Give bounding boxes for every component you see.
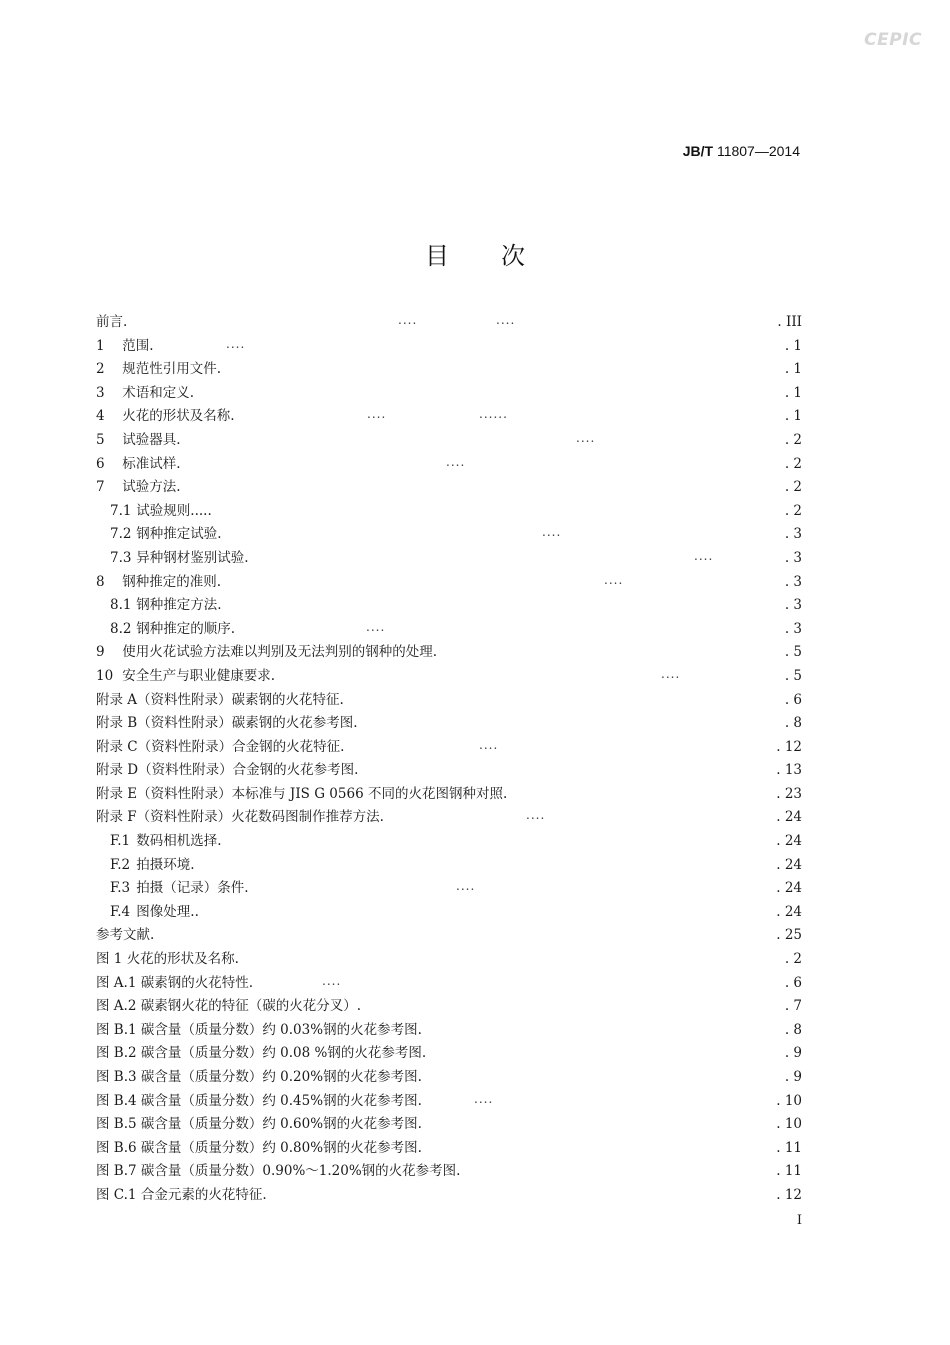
toc-entry-label: 安全生产与职业健康要求.: [122, 667, 276, 684]
toc-entry-label: 规范性引用文件.: [122, 361, 222, 378]
toc-entry-number: 7: [96, 479, 105, 496]
toc-entry-text: [96, 972, 253, 996]
toc-entry-text: [96, 689, 344, 713]
toc-entry-text: [96, 618, 235, 642]
toc-entry-page: . 1: [784, 337, 802, 354]
toc-entry-page: . 12: [776, 1186, 802, 1203]
toc-entry[interactable]: [96, 476, 802, 500]
toc-entry-label: 碳素钢的火花特性.: [140, 974, 254, 991]
toc-entry-text: [96, 1090, 422, 1114]
toc-entry-text: [96, 571, 221, 595]
toc-entry[interactable]: [96, 1066, 802, 1090]
toc-entry-text: [96, 736, 344, 760]
toc-entry[interactable]: [96, 1019, 802, 1043]
toc-entry-label: 钢种推定的准则.: [122, 573, 222, 590]
toc-entry-number: 图 A.2: [96, 998, 137, 1015]
toc-entry-number: 7.2: [110, 526, 132, 543]
toc-entry[interactable]: [96, 995, 802, 1019]
toc-entry-page: . 3: [784, 573, 802, 590]
toc-entry-number: 10: [96, 667, 114, 684]
toc-entry-label: 碳含量（质量分数）0.90%～1.20%钢的火花参考图.: [140, 1163, 461, 1180]
toc-dot-leader: ....: [694, 548, 714, 563]
toc-dot-leader: ....: [474, 1091, 494, 1106]
toc-entry[interactable]: [96, 736, 802, 760]
toc-entry-label: 火花的形状及名称.: [126, 951, 239, 968]
toc-entry-label: 附录 F（资料性附录）火花数码图制作推荐方法.: [96, 809, 384, 826]
toc-entry-page: . 8: [784, 715, 802, 732]
toc-entry-text: [96, 924, 154, 948]
toc-entry-label: 试验规则.....: [136, 502, 212, 519]
toc-entry-label: 附录 B（资料性附录）碳素钢的火花参考图.: [96, 715, 358, 732]
toc-entry-page: . 6: [784, 691, 802, 708]
toc-entry-number: F.4: [110, 903, 131, 920]
toc-entry-page: . 3: [784, 597, 802, 614]
toc-dot-leader: ....: [661, 666, 681, 681]
toc-entry-number: 7.3: [110, 549, 132, 566]
toc-entry-page: . 2: [784, 455, 802, 472]
toc-entry-page: . 24: [776, 903, 802, 920]
toc-entry-label: 标准试样.: [122, 455, 181, 472]
cepic-watermark: CEPIC: [864, 30, 922, 50]
toc-dot-leader: ....: [496, 313, 516, 327]
toc-entry[interactable]: [96, 500, 802, 524]
toc-entry[interactable]: [96, 358, 802, 382]
toc-entry-label: 合金元素的火花特征.: [140, 1186, 267, 1203]
toc-entry-page: . 1: [784, 361, 802, 378]
toc-entry[interactable]: [96, 618, 802, 642]
toc-entry[interactable]: [96, 901, 802, 925]
toc-entry[interactable]: [96, 924, 802, 948]
toc-entry[interactable]: [96, 877, 802, 901]
toc-entry-label: 试验方法.: [122, 479, 181, 496]
toc-entry-label: 碳含量（质量分数）约 0.80%钢的火花参考图.: [140, 1139, 422, 1156]
toc-entry-number: 图 1: [96, 951, 123, 968]
toc-entry-text: [96, 901, 199, 925]
toc-entry-page: . 25: [776, 927, 802, 944]
toc-dot-leader: ....: [226, 336, 246, 351]
toc-entry-label: 附录 D（资料性附录）合金钢的火花参考图.: [96, 762, 359, 779]
toc-entry-page: . 2: [784, 951, 802, 968]
toc-entry[interactable]: [96, 806, 802, 830]
title-char-2: 次: [501, 242, 525, 270]
toc-entry-label: 火花的形状及名称.: [122, 408, 235, 425]
toc-entry-number: 7.1: [110, 502, 132, 519]
toc-entry-page: . 7: [784, 998, 802, 1015]
toc-entry-number: 图 B.4: [96, 1092, 137, 1109]
toc-entry-text: [96, 759, 358, 783]
toc-entry-label: 范围.: [122, 337, 154, 354]
toc-entry-number: 8.2: [110, 620, 132, 637]
toc-entry-text: [96, 1042, 426, 1066]
toc-entry[interactable]: [96, 641, 802, 665]
toc-entry-number: F.3: [110, 880, 131, 897]
toc-entry-text: [96, 1113, 422, 1137]
toc-entry-number: F.2: [110, 856, 131, 873]
toc-entry[interactable]: [96, 311, 802, 335]
toc-entry-text: [96, 1184, 267, 1208]
toc-entry-text: [96, 712, 358, 736]
toc-entry-page: . 24: [776, 809, 802, 826]
toc-entry-number: 图 B.7: [96, 1163, 137, 1180]
toc-entry-page: . 24: [776, 833, 802, 850]
toc-entry-page: . 24: [776, 880, 802, 897]
toc-entry[interactable]: [96, 453, 802, 477]
toc-entry-label: 碳含量（质量分数）约 0.20%钢的火花参考图.: [140, 1069, 422, 1085]
toc-entry-text: [96, 1160, 460, 1184]
toc-entry-label: 碳含量（质量分数）约 0.60%钢的火花参考图.: [140, 1116, 422, 1133]
toc-entry-text: [96, 523, 222, 547]
toc-entry-page: . 11: [776, 1139, 802, 1156]
toc-entry-page: . 3: [784, 526, 802, 543]
toc-entry-page: . 10: [776, 1092, 802, 1109]
table-of-contents: [96, 311, 802, 1208]
toc-entry-page: . 23: [776, 785, 802, 802]
toc-dot-leader: ......: [479, 407, 508, 422]
toc-entry[interactable]: [96, 335, 802, 359]
toc-entry-text: [96, 854, 195, 878]
title-char-1: 目: [425, 242, 449, 270]
toc-entry-text: [96, 405, 235, 429]
toc-entry[interactable]: [96, 547, 802, 571]
toc-entry[interactable]: [96, 594, 802, 618]
toc-entry-number: 5: [96, 431, 105, 448]
page-title: [0, 236, 950, 271]
toc-entry-text: [96, 948, 239, 972]
toc-entry[interactable]: [96, 1137, 802, 1161]
toc-dot-leader: ....: [542, 525, 562, 540]
toc-entry[interactable]: [96, 1042, 802, 1066]
toc-entry-text: [96, 547, 249, 571]
toc-entry-label: 拍摄（记录）条件.: [136, 880, 249, 897]
toc-dot-leader: ....: [479, 737, 499, 752]
toc-entry-text: [96, 382, 194, 406]
toc-entry-number: 图 B.2: [96, 1045, 137, 1062]
toc-entry-text: [96, 1137, 422, 1161]
toc-entry[interactable]: [96, 712, 802, 736]
toc-entry-number: 4: [96, 408, 105, 425]
toc-entry-text: [96, 476, 181, 500]
toc-entry-page: . 9: [784, 1069, 802, 1085]
toc-entry-page: . 3: [784, 620, 802, 637]
toc-entry[interactable]: [96, 571, 802, 595]
toc-entry-label: 前言.: [96, 314, 128, 330]
toc-entry[interactable]: [96, 830, 802, 854]
toc-entry-label: 术语和定义.: [122, 384, 195, 401]
toc-entry[interactable]: [96, 405, 802, 429]
toc-entry-number: 图 B.5: [96, 1116, 137, 1133]
toc-dot-leader: ....: [456, 879, 476, 894]
toc-entry-label: 附录 C（资料性附录）合金钢的火花特征.: [96, 738, 345, 755]
toc-entry-page: . 2: [784, 479, 802, 496]
toc-entry-page: . 12: [776, 738, 802, 755]
toc-dot-leader: ....: [446, 454, 466, 469]
toc-entry[interactable]: [96, 759, 802, 783]
toc-entry-label: 附录 A（资料性附录）碳素钢的火花特征.: [96, 691, 344, 708]
toc-entry-page: . III: [777, 314, 802, 330]
toc-entry-number: 1: [96, 337, 105, 354]
toc-entry-label: 钢种推定的顺序.: [136, 620, 236, 637]
standard-prefix: JB/T: [682, 143, 714, 159]
toc-entry[interactable]: [96, 972, 802, 996]
toc-entry-text: [96, 783, 507, 807]
toc-entry[interactable]: [96, 1184, 802, 1208]
toc-entry-page: . 1: [784, 384, 802, 401]
toc-entry-text: [96, 641, 437, 665]
toc-entry-page: . 24: [776, 856, 802, 873]
toc-entry-label: 使用火花试验方法难以判别及无法判别的钢种的处理.: [122, 644, 438, 661]
toc-entry-label: 碳含量（质量分数）约 0.45%钢的火花参考图.: [140, 1092, 422, 1109]
toc-entry-label: 数码相机选择.: [136, 833, 222, 850]
toc-entry-page: . 5: [784, 644, 802, 661]
toc-entry[interactable]: [96, 783, 802, 807]
toc-entry-text: [96, 500, 212, 524]
toc-entry-label: 异种钢材鉴别试验.: [136, 549, 249, 566]
toc-entry-page: . 8: [784, 1021, 802, 1038]
toc-dot-leader: ....: [322, 973, 342, 988]
toc-entry-number: 图 B.6: [96, 1139, 137, 1156]
toc-entry-label: 碳含量（质量分数）约 0.03%钢的火花参考图.: [140, 1021, 422, 1038]
toc-entry-page: . 5: [784, 667, 802, 684]
toc-entry-label: 拍摄环境.: [136, 856, 195, 873]
toc-entry-label: 图像处理..: [136, 903, 199, 920]
toc-entry-number: 图 A.1: [96, 974, 137, 991]
toc-entry-label: 碳含量（质量分数）约 0.08 %钢的火花参考图.: [140, 1045, 427, 1062]
toc-entry-label: 碳素钢火花的特征（碳的火花分叉）.: [140, 998, 362, 1015]
toc-dot-leader: ....: [526, 808, 546, 823]
toc-dot-leader: ....: [366, 619, 386, 634]
toc-entry-page: . 1: [784, 408, 802, 425]
toc-entry-number: 3: [96, 384, 105, 401]
toc-entry-text: [96, 453, 181, 477]
toc-entry-page: . 3: [784, 549, 802, 566]
toc-entry[interactable]: [96, 1113, 802, 1137]
toc-dot-leader: ....: [604, 572, 624, 587]
toc-entry[interactable]: [96, 429, 802, 453]
toc-entry-label: 钢种推定试验.: [136, 526, 222, 543]
toc-entry-text: [96, 429, 181, 453]
toc-entry-page: . 13: [776, 762, 802, 779]
toc-entry-page: . 6: [784, 974, 802, 991]
toc-entry-text: [96, 665, 275, 689]
toc-entry-label: 钢种推定方法.: [136, 597, 222, 614]
toc-entry-label: 参考文献.: [96, 927, 155, 944]
toc-entry-number: 8: [96, 573, 105, 590]
toc-entry-text: [96, 594, 222, 618]
standard-number: 11807—2014: [716, 143, 800, 159]
toc-entry-text: [96, 358, 221, 382]
toc-entry-page: . 11: [776, 1163, 802, 1180]
toc-entry-number: 2: [96, 361, 105, 378]
toc-entry-page: . 9: [784, 1045, 802, 1062]
toc-entry[interactable]: [96, 1160, 802, 1184]
toc-dot-leader: ....: [367, 407, 387, 422]
toc-entry[interactable]: [96, 689, 802, 713]
toc-entry[interactable]: [96, 665, 802, 689]
toc-entry-number: F.1: [110, 833, 131, 850]
toc-dot-leader: ....: [576, 430, 596, 445]
toc-entry-text: [96, 830, 222, 854]
toc-entry-label: 附录 E（资料性附录）本标准与 JIS G 0566 不同的火花图钢种对照.: [96, 785, 508, 802]
toc-entry-number: 图 B.1: [96, 1021, 137, 1038]
toc-entry-text: [96, 806, 384, 830]
toc-entry-number: 9: [96, 644, 105, 661]
toc-entry-number: 8.1: [110, 597, 132, 614]
toc-entry[interactable]: [96, 382, 802, 406]
toc-entry-number: 图 B.3: [96, 1069, 137, 1085]
toc-dot-leader: ....: [398, 313, 418, 327]
toc-entry-text: [96, 995, 361, 1019]
toc-entry-number: 图 C.1: [96, 1186, 137, 1203]
toc-entry-text: [96, 1066, 422, 1090]
toc-entry-page: . 10: [776, 1116, 802, 1133]
toc-entry-page: . 2: [784, 502, 802, 519]
toc-entry-page: . 2: [784, 431, 802, 448]
toc-entry-number: 6: [96, 455, 105, 472]
toc-entry[interactable]: [96, 948, 802, 972]
toc-entry-text: [96, 311, 127, 335]
standard-code: [683, 143, 800, 159]
toc-entry-text: [96, 877, 249, 901]
toc-entry[interactable]: [96, 1090, 802, 1114]
toc-entry[interactable]: [96, 854, 802, 878]
toc-entry[interactable]: [96, 523, 802, 547]
toc-entry-label: 试验器具.: [122, 431, 181, 448]
toc-entry-text: [96, 1019, 422, 1043]
page-number: I: [796, 1213, 802, 1228]
toc-entry-text: [96, 335, 154, 359]
